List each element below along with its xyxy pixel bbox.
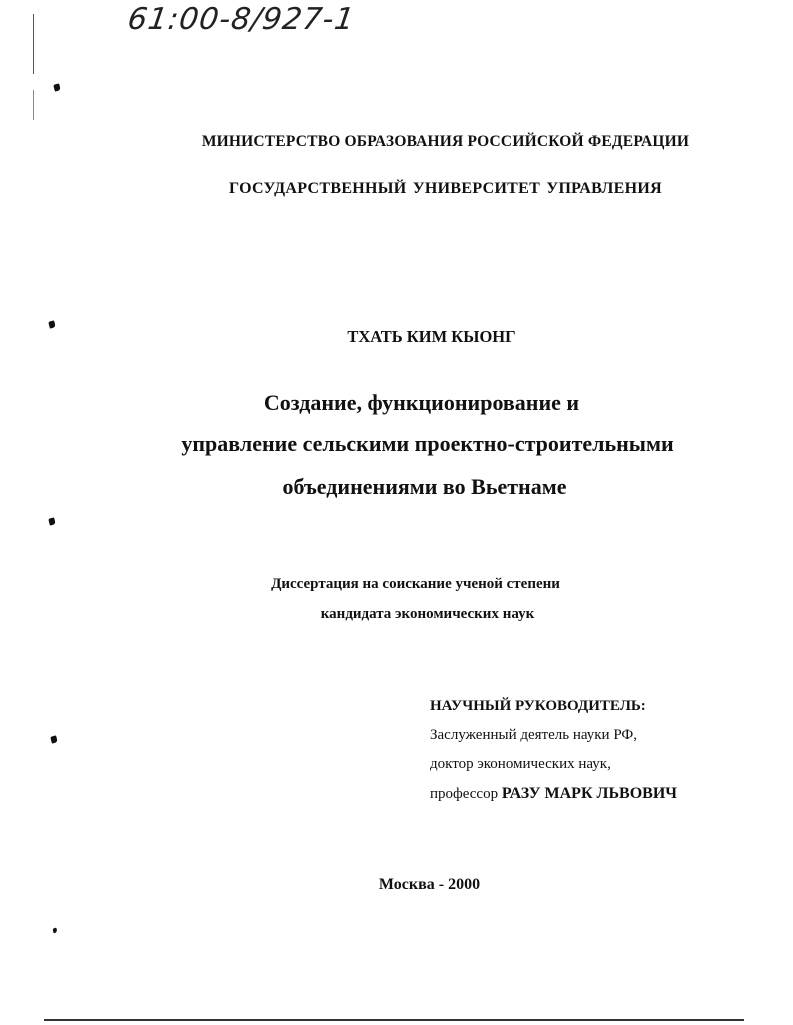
- handwritten-catalog-number: 61:00-8/927-1: [125, 2, 358, 37]
- advisor-label: НАУЧНЫЙ РУКОВОДИТЕЛЬ:: [430, 698, 646, 714]
- degree-statement-line: Диссертация на соискание ученой степени: [271, 576, 560, 592]
- binding-hole-mark: [48, 517, 56, 525]
- advisor-name: РАЗУ МАРК ЛЬВОВИЧ: [501, 785, 678, 802]
- scan-edge-line: [33, 90, 34, 120]
- university-heading: ГОСУДАРСТВЕННЫЙ УНИВЕРСИТЕТ УПРАВЛЕНИЯ: [229, 180, 662, 197]
- thesis-title-line: управление сельскими проектно-строительными: [181, 431, 674, 456]
- author-name: ТХАТЬ КИМ КЫОНГ: [347, 327, 516, 346]
- thesis-title-line: Создание, функционирование и: [263, 390, 580, 415]
- thesis-title-line: объединениями во Вьетнаме: [282, 474, 567, 499]
- scan-edge-line: [33, 14, 34, 74]
- advisor-honor: Заслуженный деятель науки РФ,: [430, 727, 638, 743]
- city-year: Москва - 2000: [378, 876, 481, 893]
- binding-hole-mark: [52, 928, 57, 934]
- binding-hole-mark: [53, 83, 61, 91]
- advisor-position-line: [430, 779, 677, 809]
- scientific-advisor-block: [430, 692, 677, 809]
- scan-bottom-edge: [44, 1019, 744, 1021]
- ministry-heading: МИНИСТЕРСТВО ОБРАЗОВАНИЯ РОССИЙСКОЙ ФЕДЕРАЦИИ: [201, 133, 690, 150]
- degree-statement-line: кандидата экономических наук: [320, 606, 535, 622]
- advisor-degree: доктор экономических наук,: [430, 756, 611, 772]
- binding-hole-mark: [50, 735, 58, 743]
- advisor-title: профессор: [430, 786, 499, 802]
